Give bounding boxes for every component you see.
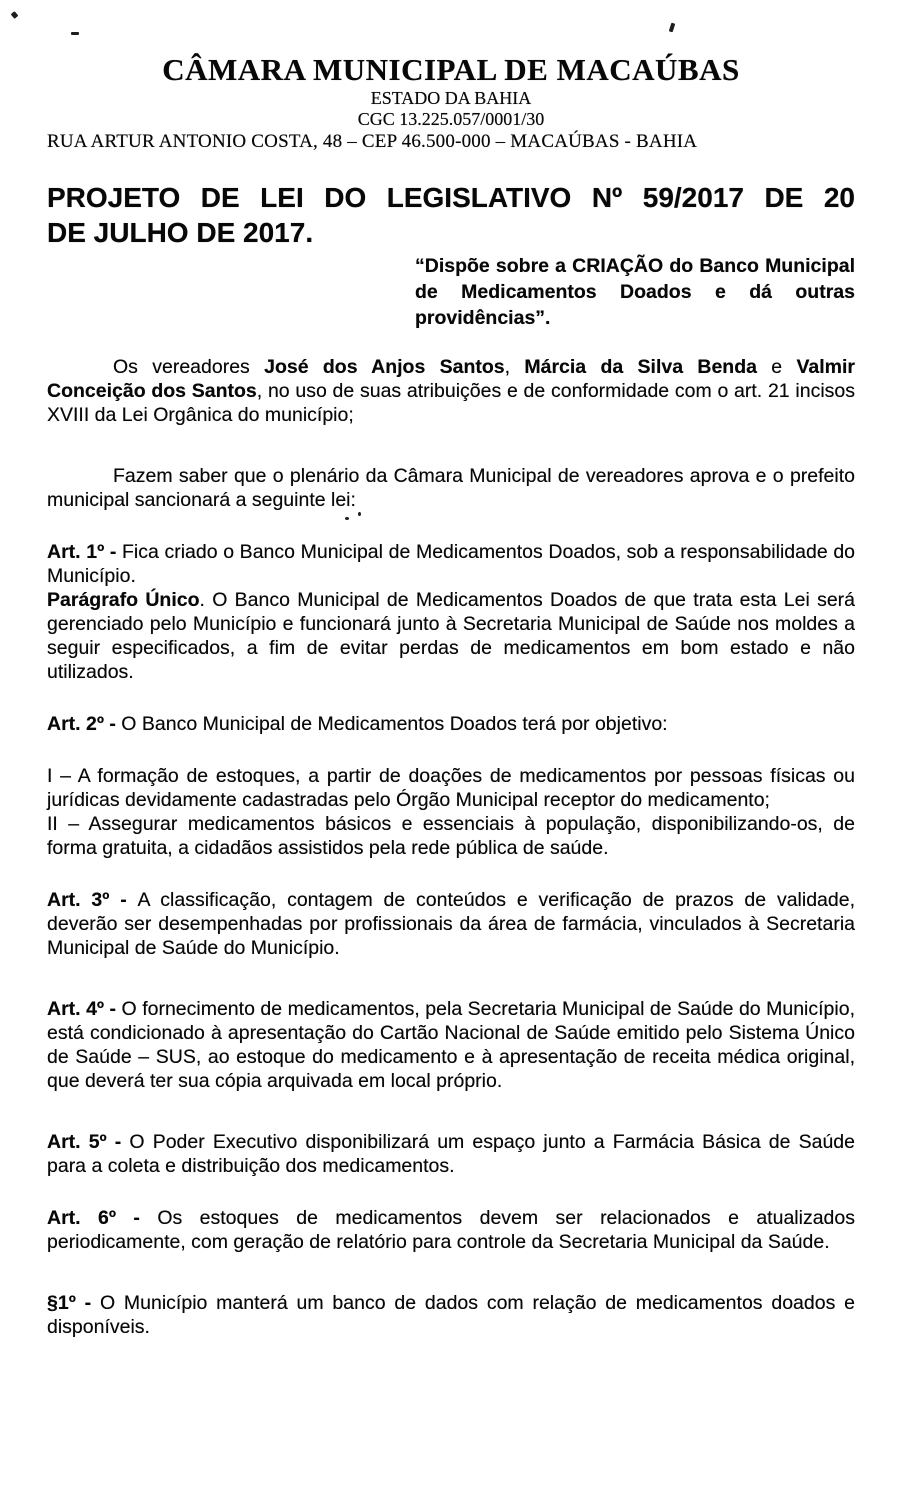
scan-artifact bbox=[669, 23, 676, 33]
title-line-2: DE JULHO DE 2017. bbox=[47, 217, 314, 248]
address-line: RUA ARTUR ANTONIO COSTA, 48 – CEP 46.500-000 – MACAÚBAS - BAHIA bbox=[47, 131, 698, 152]
paragraph: Parágrafo Único. O Banco Municipal de Medicamentos Doados de que trata esta Lei será gerenciado pelo Município e funcionará junto à Secretaria Municipal de Saúde nos moldes a seguir especificados, a fim de evitar perdas de medicamentos em bom estado e não utilizados. bbox=[47, 589, 855, 683]
title-line-1: PROJETO DE LEI DO LEGISLATIVO Nº 59/2017 DE 20 bbox=[47, 182, 855, 213]
state-line: ESTADO DA BAHIA bbox=[370, 88, 532, 108]
paragraph: II – Assegurar medicamentos básicos e essenciais à população, disponibilizando-os, de forma gratuita, a cidadãos assistidos pela rede pública de saúde. bbox=[47, 813, 855, 859]
scan-artifact bbox=[345, 517, 349, 520]
paragraph: §1º - O Município manterá um banco de dados com relação de medicamentos doados e disponíveis. bbox=[47, 1292, 855, 1338]
paragraph: Art. 2º - O Banco Municipal de Medicamentos Doados terá por objetivo: bbox=[47, 713, 668, 735]
scan-artifact bbox=[11, 11, 19, 19]
document-body bbox=[47, 355, 855, 1339]
epigraph: “Dispõe sobre a CRIAÇÃO do Banco Municipal de Medicamentos Doados e dá outras providências”. bbox=[415, 255, 855, 329]
paragraph: Art. 1º - Fica criado o Banco Municipal de Medicamentos Doados, sob a responsabilidade do Município. bbox=[47, 541, 856, 587]
paragraph: Art. 3º - A classificação, contagem de conteúdos e verificação de prazos de validade, deverão ser desempenhadas por profissionais da área de farmácia, vinculados à Secretaria Municipal de Saúde do Município. bbox=[47, 889, 856, 959]
scan-artifact bbox=[358, 512, 361, 516]
letterhead bbox=[47, 52, 855, 153]
document-title bbox=[47, 180, 855, 250]
paragraph: Fazem saber que o plenário da Câmara Municipal de vereadores aprova e o prefeito municipal sancionará a seguinte lei: bbox=[47, 465, 855, 511]
paragraph: Os vereadores José dos Anjos Santos, Márcia da Silva Benda e Valmir Conceição dos Santos, no uso de suas atribuições e de conformidade com o art. 21 incisos XVIII da Lei Orgânica do município; bbox=[47, 356, 856, 426]
paragraph: Art. 4º - O fornecimento de medicamentos, pela Secretaria Municipal de Saúde do Município, está condicionado à apresentação do Cartão Nacional de Saúde emitido pelo Sistema Único de Saúde – SUS, ao estoque do medicamento e à apresentação de receita médica original, que deverá ter sua cópia arquivada em local próprio. bbox=[47, 998, 855, 1092]
org-name: CÂMARA MUNICIPAL DE MACAÚBAS bbox=[162, 52, 740, 87]
cgc-line: CGC 13.225.057/0001/30 bbox=[357, 109, 545, 129]
paragraph: I – A formação de estoques, a partir de doações de medicamentos por pessoas físicas ou jurídicas devidamente cadastradas pelo Órgão Municipal receptor do medicamento; bbox=[47, 765, 855, 811]
scan-artifact bbox=[71, 32, 79, 35]
paragraph: Art. 6º - Os estoques de medicamentos devem ser relacionados e atualizados periodicamente, com geração de relatório para controle da Secretaria Municipal da Saúde. bbox=[47, 1207, 855, 1253]
paragraph: Art. 5º - O Poder Executivo disponibilizará um espaço junto a Farmácia Básica de Saúde para a coleta e distribuição dos medicamentos. bbox=[47, 1131, 855, 1177]
